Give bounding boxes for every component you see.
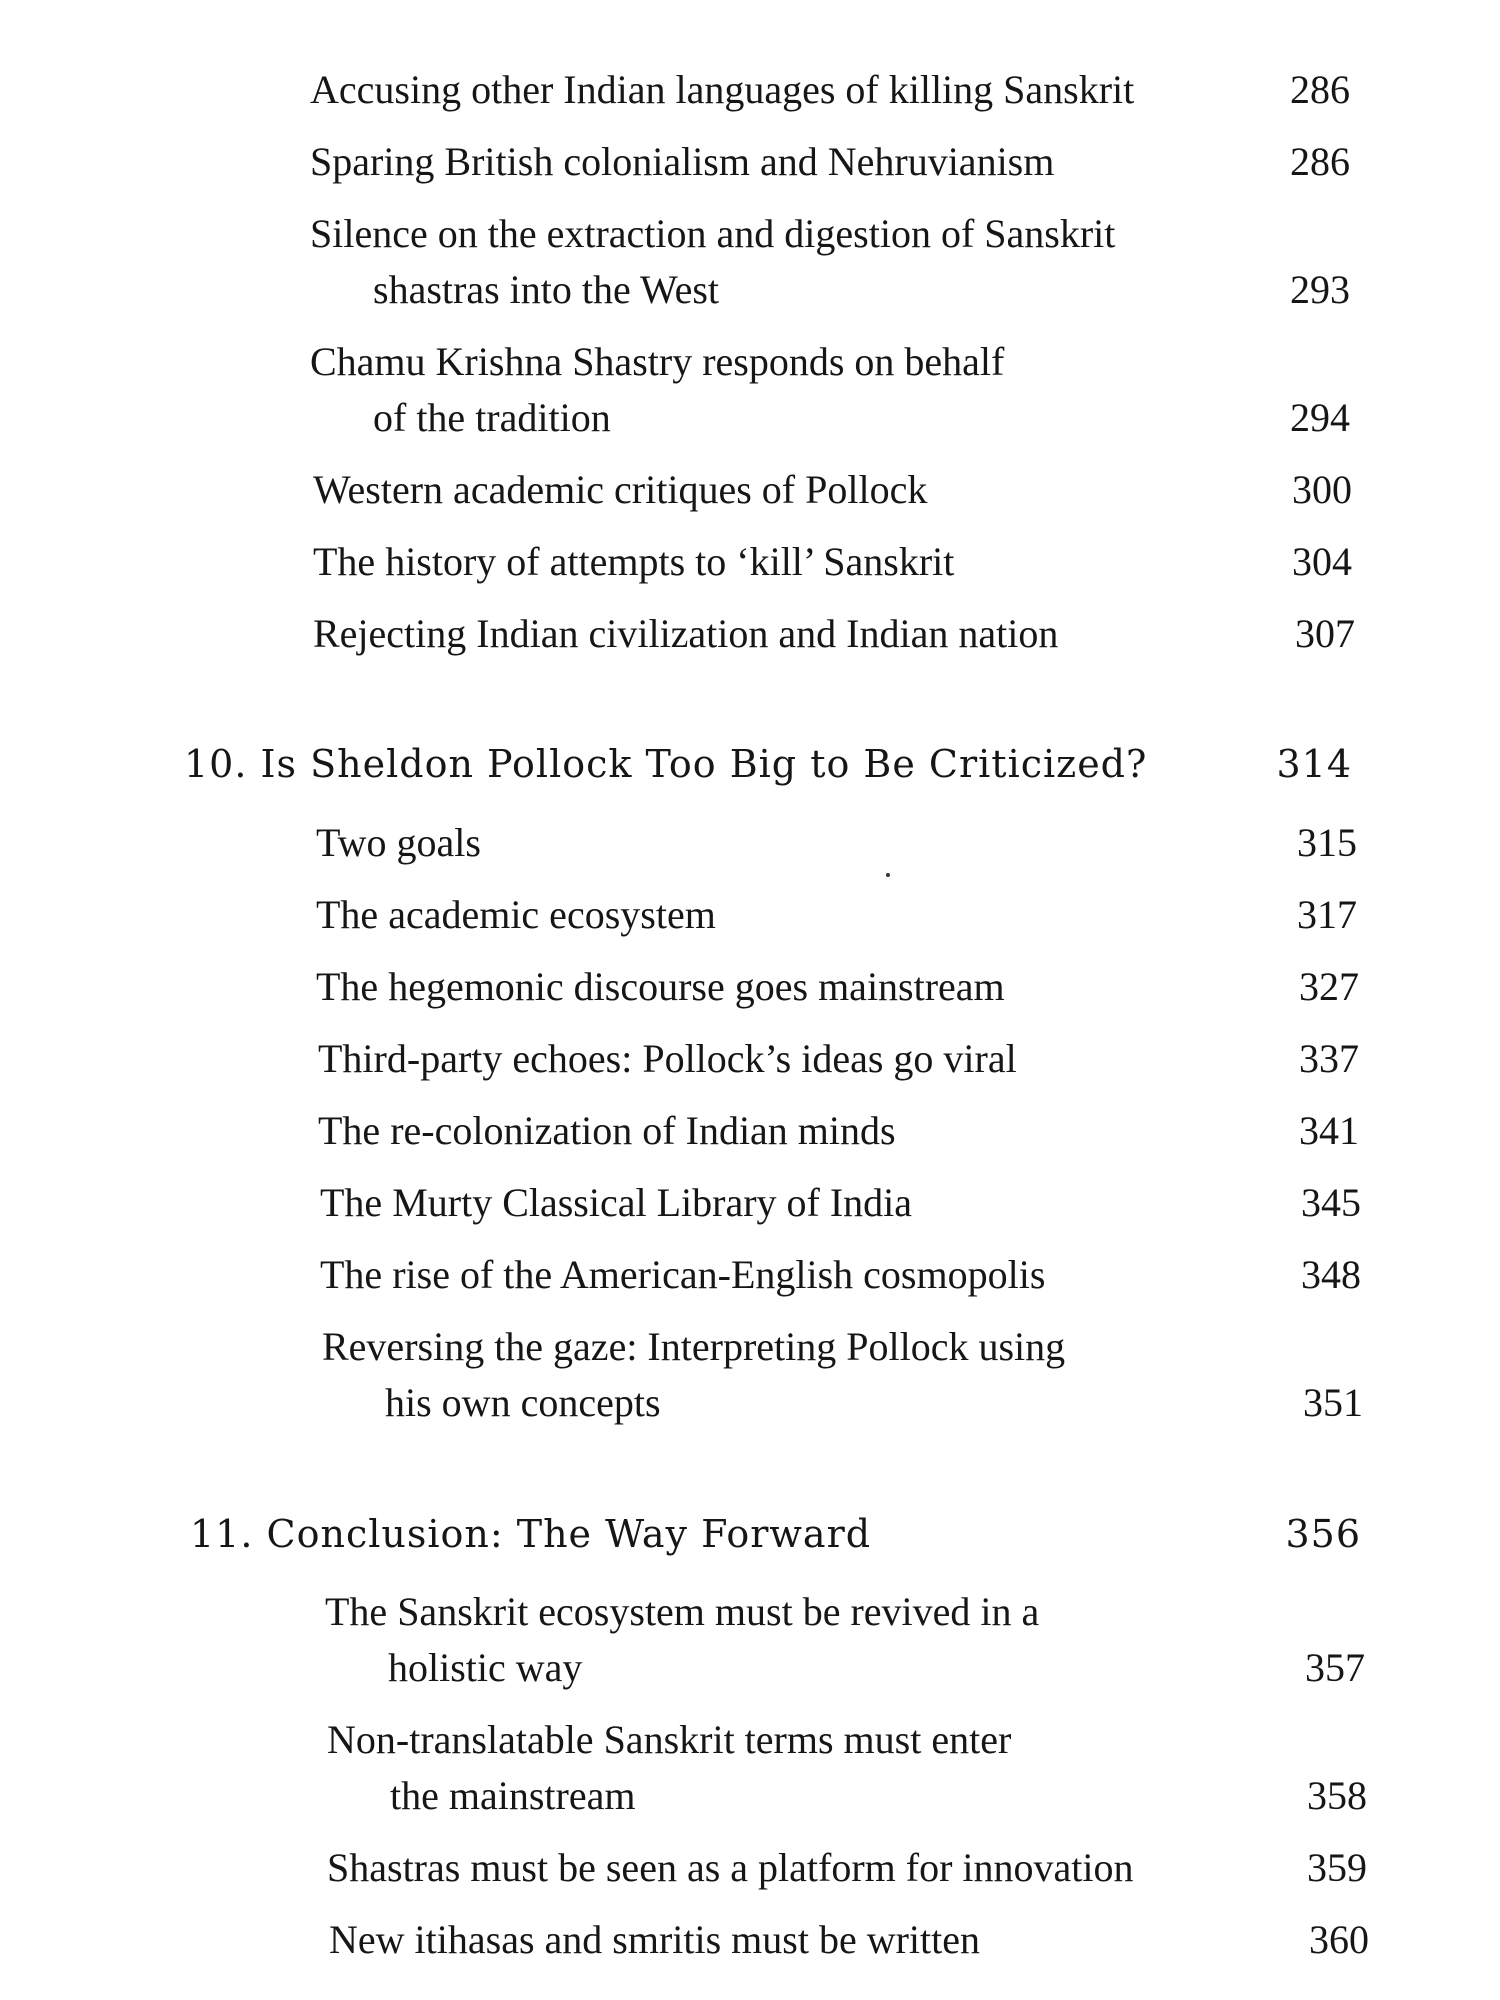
toc-entry-continuation: of the tradition — [373, 395, 611, 440]
toc-entry-title: Third-party echoes: Pollock’s ideas go viral — [318, 1036, 1017, 1081]
toc-entry-page: 307 — [1295, 611, 1355, 656]
toc-entry-page: 359 — [1307, 1845, 1367, 1890]
toc-entry-page: 348 — [1301, 1252, 1361, 1297]
print-speck — [886, 873, 890, 877]
toc-entry-title: Reversing the gaze: Interpreting Pollock using — [322, 1324, 1066, 1369]
toc-entry-page: 345 — [1301, 1180, 1361, 1225]
toc-entry-page: 286 — [1290, 139, 1350, 184]
toc-entry-title: The academic ecosystem — [316, 892, 716, 937]
toc-entry-page: 351 — [1303, 1380, 1363, 1425]
toc-entry-page: 327 — [1299, 964, 1359, 1009]
chapter-page: 314 — [1276, 742, 1352, 786]
toc-entry-title: Non-translatable Sanskrit terms must enter — [327, 1717, 1012, 1762]
toc-entry-page: 341 — [1299, 1108, 1359, 1153]
toc-entry-title: Sparing British colonialism and Nehruvianism — [310, 139, 1055, 184]
toc-entry-title: Silence on the extraction and digestion of Sanskrit — [310, 211, 1116, 256]
toc-entry-page: 286 — [1290, 67, 1350, 112]
toc-entry-continuation: his own concepts — [385, 1380, 661, 1425]
toc-entry-title: The Sanskrit ecosystem must be revived in a — [325, 1589, 1040, 1634]
toc-entry-title: Chamu Krishna Shastry responds on behalf — [310, 339, 1005, 384]
toc-entry-page: 315 — [1297, 820, 1357, 865]
toc-entry-title: Shastras must be seen as a platform for innovation — [327, 1845, 1134, 1890]
toc-entry-page: 358 — [1307, 1773, 1367, 1818]
toc-entry-title: Rejecting Indian civilization and Indian nation — [313, 611, 1059, 656]
toc-entry-title: Two goals — [316, 820, 481, 865]
toc-entry-continuation: the mainstream — [390, 1773, 636, 1818]
toc-entry-continuation: shastras into the West — [373, 267, 719, 312]
chapter-page: 356 — [1285, 1512, 1361, 1556]
toc-entry-title: The rise of the American-English cosmopolis — [320, 1252, 1046, 1297]
chapter-title: 11. Conclusion: The Way Forward — [190, 1512, 872, 1556]
toc-entry-page: 293 — [1290, 267, 1350, 312]
toc-entry-page: 337 — [1299, 1036, 1359, 1081]
toc-entry-page: 317 — [1297, 892, 1357, 937]
toc-entry-title: The re-colonization of Indian minds — [318, 1108, 896, 1153]
toc-entry-title: Accusing other Indian languages of killing Sanskrit — [310, 67, 1135, 112]
toc-entry-page: 304 — [1292, 539, 1352, 584]
chapter-title: 10. Is Sheldon Pollock Too Big to Be Criticized? — [184, 742, 1148, 786]
toc-entry-page: 360 — [1309, 1917, 1369, 1962]
toc-entry-title: New itihasas and smritis must be written — [329, 1917, 981, 1962]
toc-entry-title: The hegemonic discourse goes mainstream — [316, 964, 1005, 1009]
toc-entry-title: The Murty Classical Library of India — [320, 1180, 913, 1225]
toc-entry-continuation: holistic way — [388, 1645, 583, 1690]
toc-entry-page: 294 — [1290, 395, 1350, 440]
toc-entry-title: Western academic critiques of Pollock — [313, 467, 928, 512]
toc-entry-title: The history of attempts to ‘kill’ Sanskrit — [313, 539, 955, 584]
toc-entry-page: 357 — [1305, 1645, 1365, 1690]
toc-entry-page: 300 — [1292, 467, 1352, 512]
